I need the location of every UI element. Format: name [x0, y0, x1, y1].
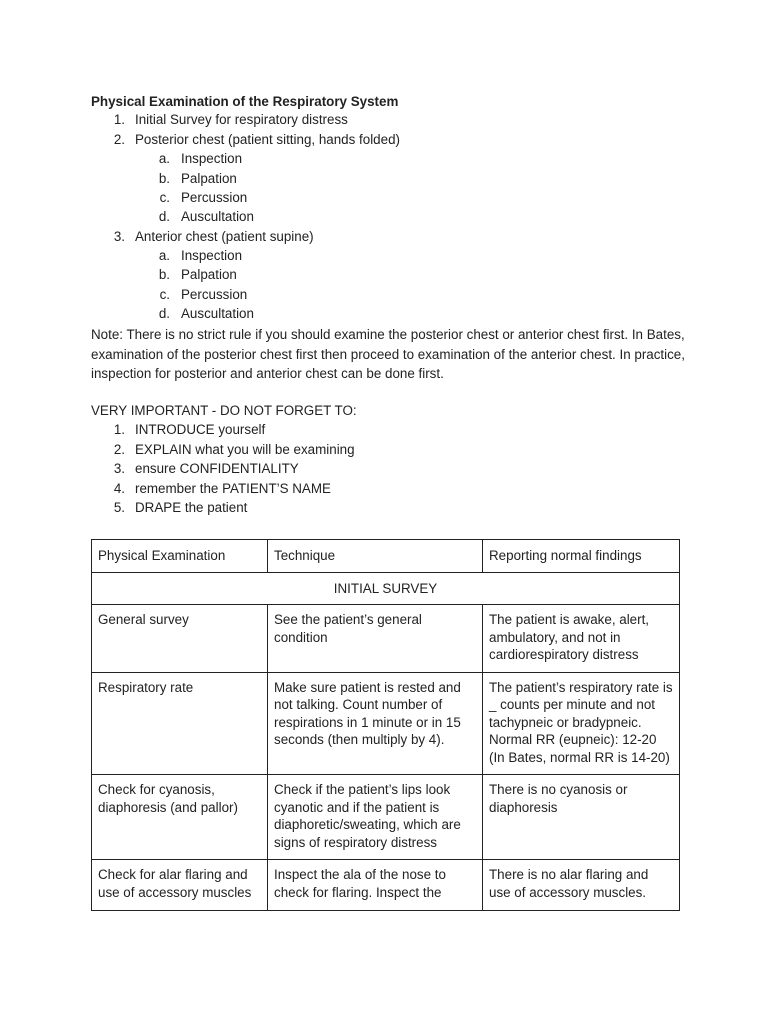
list-text: Percussion	[181, 190, 248, 205]
list-text: Auscultation	[181, 209, 254, 224]
list-marker: 1.	[113, 422, 125, 437]
table-cell: There is no cyanosis or diaphoresis	[483, 775, 680, 860]
list-text: Anterior chest (patient supine)	[135, 229, 314, 244]
table-cell	[268, 860, 483, 911]
table-cell: Check for cyanosis, diaphoresis (and pallor)	[92, 775, 268, 860]
list-marker: a.	[158, 151, 170, 166]
list-text: Initial Survey for respiratory distress	[135, 112, 348, 127]
list-text: INTRODUCE yourself	[135, 422, 266, 437]
list-text: Posterior chest (patient sitting, hands folded)	[135, 132, 400, 147]
cell-text: Inspect the ala of the nose to check for flaring. Inspect the	[274, 867, 446, 900]
table-cell: Respiratory rate	[92, 672, 268, 775]
list-marker: 2.	[113, 132, 125, 147]
list-marker: b.	[158, 267, 170, 282]
table-cell: General survey	[92, 605, 268, 673]
section-title: INITIAL SURVEY	[92, 572, 680, 605]
table-cell: See the patient’s general condition	[268, 605, 483, 673]
list-text: EXPLAIN what you will be examining	[135, 442, 355, 457]
page-title: Physical Examination of the Respiratory System	[91, 94, 399, 109]
table-cell	[483, 860, 680, 911]
list-text: Auscultation	[181, 306, 254, 321]
list-marker: 5.	[113, 500, 125, 515]
list-text: Palpation	[181, 171, 237, 186]
column-header: Reporting normal findings	[483, 540, 680, 573]
exam-table	[91, 539, 680, 911]
list-text: DRAPE the patient	[135, 500, 248, 515]
table-row	[92, 672, 680, 775]
list-marker: c.	[159, 190, 170, 205]
note-paragraph: Note: There is no strict rule if you should examine the posterior chest or anterior chest first. In Bates, examination of the posterior chest first then proceed to examination of the anterior chest. In practice, inspection for posterior and anterior chest can be done first.	[91, 327, 685, 381]
table-cell: The patient is awake, alert, ambulatory, and not in cardiorespiratory distress	[483, 605, 680, 673]
column-header: Technique	[268, 540, 483, 573]
important-heading: VERY IMPORTANT - DO NOT FORGET TO:	[91, 403, 357, 418]
list-text: ensure CONFIDENTIALITY	[135, 461, 299, 476]
cell-text: There is no alar flaring and use of accessory muscles.	[489, 867, 649, 900]
list-marker: 2.	[113, 442, 125, 457]
list-marker: d.	[158, 306, 170, 321]
list-text: Inspection	[181, 248, 243, 263]
list-text: Palpation	[181, 267, 237, 282]
list-text: remember the PATIENT’S NAME	[135, 481, 331, 496]
column-header: Physical Examination	[92, 540, 268, 573]
table-row	[92, 775, 680, 860]
list-text: Percussion	[181, 287, 248, 302]
table-row	[92, 605, 680, 673]
list-marker: 1.	[113, 112, 125, 127]
table-header-row	[92, 540, 680, 573]
list-marker: c.	[159, 287, 170, 302]
table-cell: Check if the patient’s lips look cyanotic and if the patient is diaphoretic/sweating, which are signs of respiratory distress	[268, 775, 483, 860]
table-cell: The patient’s respiratory rate is _ counts per minute and not tachypneic or bradypneic. Normal RR (eupneic): 12-20 (In Bates, normal RR is 14-20)	[483, 672, 680, 775]
list-marker: 3.	[113, 461, 125, 476]
table-cell	[92, 860, 268, 911]
list-marker: 3.	[113, 229, 125, 244]
cell-text: Check for alar flaring and use of accessory muscles	[98, 867, 252, 900]
list-marker: b.	[158, 171, 170, 186]
table-row	[92, 860, 680, 911]
list-text: Inspection	[181, 151, 243, 166]
list-marker: a.	[158, 248, 170, 263]
list-marker: d.	[158, 209, 170, 224]
table-cell: Make sure patient is rested and not talking. Count number of respirations in 1 minute or in 15 seconds (then multiply by 4).	[268, 672, 483, 775]
table-section-row	[92, 572, 680, 605]
list-marker: 4.	[113, 481, 125, 496]
